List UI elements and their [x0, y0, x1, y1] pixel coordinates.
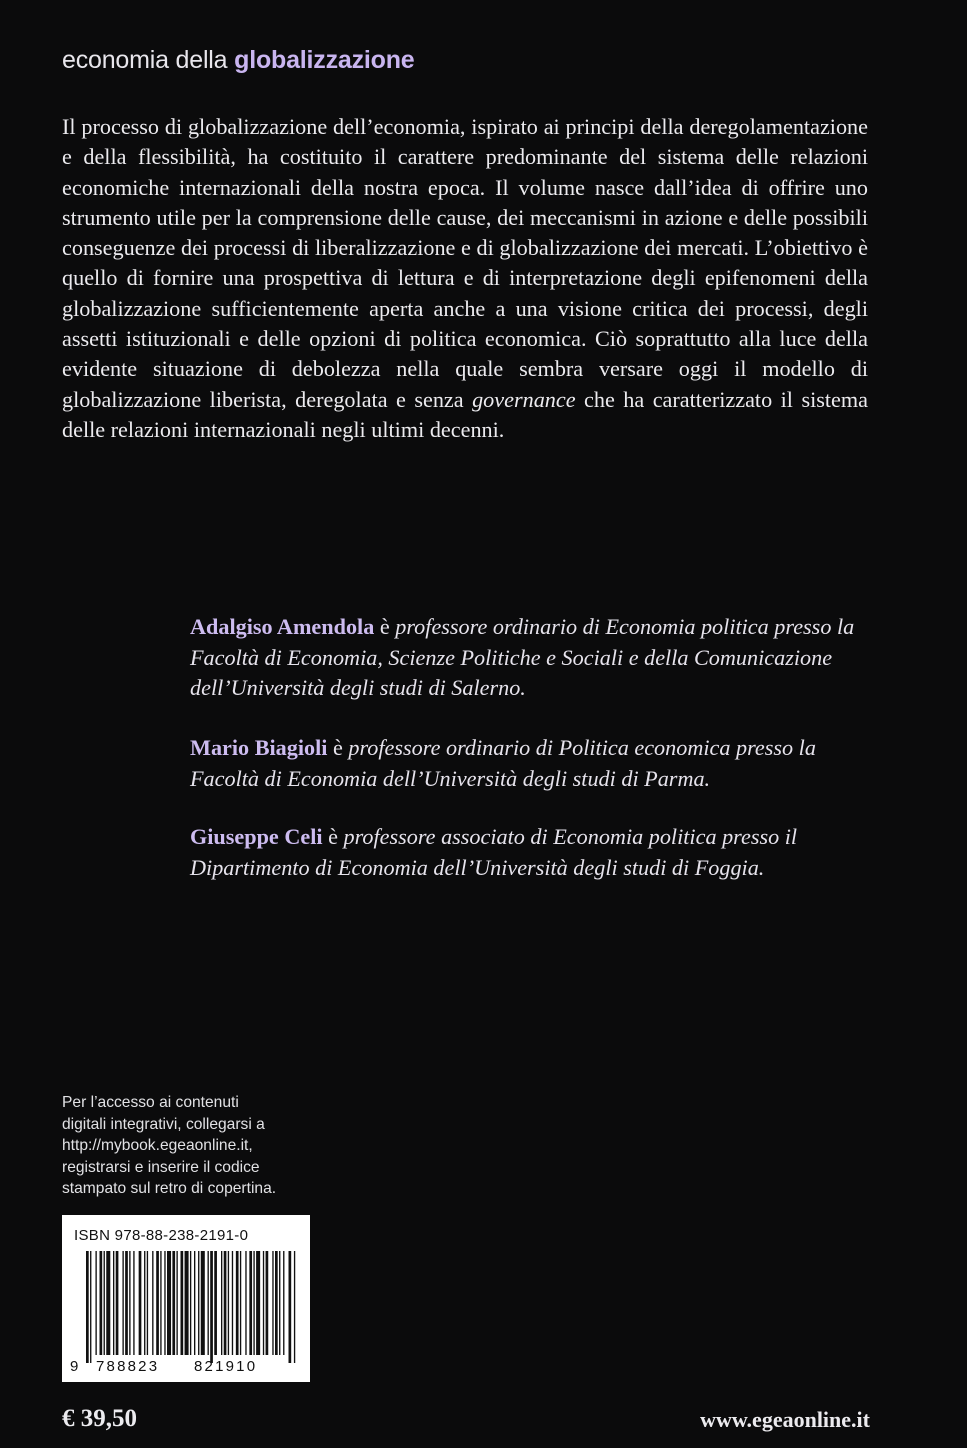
barcode-bar — [210, 1251, 213, 1363]
barcode-bar — [106, 1251, 110, 1355]
notice-line: registrarsi e inserire il codice — [62, 1158, 260, 1176]
barcode-bar — [214, 1251, 217, 1355]
barcode-bar — [256, 1251, 260, 1355]
barcode-bar — [198, 1251, 199, 1355]
author-verb: è — [322, 824, 344, 849]
barcode-bar — [133, 1251, 134, 1355]
barcode-bar — [156, 1251, 159, 1355]
author-description: professore associato di Economia politica presso il Dipartimento di Economia dell’Università degli studi di Foggia. — [190, 824, 798, 880]
barcode-bar — [164, 1251, 165, 1355]
author-name: Giuseppe Celi — [190, 824, 323, 849]
notice-line: stampato sul retro di copertina. — [62, 1180, 277, 1198]
barcode-bar — [283, 1251, 284, 1355]
barcode-bar — [266, 1251, 269, 1355]
author-verb: è — [374, 614, 396, 639]
barcode-bar — [113, 1251, 114, 1355]
barcode-bar — [224, 1251, 227, 1355]
isbn-label: ISBN 978-88-238-2191-0 — [74, 1227, 249, 1244]
barcode-bars — [62, 1215, 310, 1382]
barcode-bar — [228, 1251, 229, 1355]
barcode-bar — [95, 1251, 96, 1355]
barcode-bar — [144, 1251, 145, 1355]
author-bio-celi — [190, 822, 880, 883]
barcode-bar — [181, 1251, 184, 1355]
barcode-bar — [232, 1251, 233, 1355]
author-name: Mario Biagioli — [190, 735, 328, 760]
barcode-bar — [185, 1251, 189, 1355]
barcode-bar — [125, 1251, 128, 1355]
notice-line: digitali integrativi, collegarsi a — [62, 1115, 265, 1133]
series-prefix: economia della — [62, 46, 235, 74]
barcode-bar — [139, 1251, 142, 1355]
barcode-bar — [90, 1251, 91, 1363]
barcode-bar — [122, 1251, 123, 1355]
barcode-bar — [240, 1251, 241, 1355]
series-title — [62, 46, 414, 75]
barcode-bar — [279, 1251, 280, 1355]
author-name: Adalgiso Amendola — [190, 614, 375, 639]
price: € 39,50 — [62, 1405, 137, 1432]
barcode-digit-group-1: 788823 — [96, 1358, 160, 1375]
barcode-bar — [272, 1251, 273, 1355]
barcode-bar — [294, 1251, 295, 1363]
barcode-bar — [172, 1251, 175, 1355]
barcode-bar — [116, 1251, 119, 1355]
isbn-barcode — [62, 1215, 310, 1382]
barcode-bar — [152, 1251, 153, 1355]
blurb-text-1: Il processo di globalizzazione dell’economia, ispirato ai principi della deregolamentazione e della flessibilità, ha costituito il carattere predominante del sistema delle relazioni economiche internazionali della nostra epoca. Il volume nasce dall’idea di offrire uno strumento utile per la comprensione delle cause, dei meccanismi in azione e delle possibili conseguenze dei processi di liberalizzazione e di globalizzazione dei mercati. L’obiettivo è quello di fornire una prospettiva di lettura e di interpretazione degli epifenomeni della globalizzazione sufficientemente aperta anche a una visione critica dei processi, degli assetti istituzionali e delle opzioni di politica economica. Ciò soprattutto alla luce della evidente situazione di debolezza nella quale sembra versare oggi il modello di globalizzazione liberista, deregolata e senza — [62, 114, 868, 412]
publisher-website: www.egeaonline.it — [700, 1407, 870, 1432]
barcode-bar — [190, 1251, 191, 1355]
barcode-bar — [221, 1251, 222, 1355]
author-bio-biagioli — [190, 733, 880, 794]
digital-content-notice — [62, 1092, 322, 1200]
barcode-bar — [147, 1251, 148, 1355]
author-bio-amendola — [190, 612, 880, 704]
blurb-italic-term: governance — [472, 386, 576, 412]
barcode-bar — [236, 1251, 239, 1355]
barcode-bar — [129, 1251, 130, 1355]
barcode-bar — [263, 1251, 264, 1355]
series-highlight: globalizzazione — [234, 46, 415, 74]
notice-line: Per l’accesso ai contenuti — [62, 1094, 239, 1111]
author-verb: è — [327, 735, 349, 760]
barcode-bar — [275, 1251, 278, 1355]
notice-url-line: http://mybook.egeaonline.it, — [62, 1137, 253, 1155]
barcode-bar — [176, 1251, 177, 1355]
barcode-bar — [100, 1251, 103, 1355]
barcode-bar — [86, 1251, 89, 1363]
author-description: professore ordinario di Politica economica presso la Facoltà di Economia dell’Università degli studi di Parma. — [190, 735, 816, 791]
barcode-bar — [245, 1251, 246, 1355]
barcode-bar — [167, 1251, 171, 1355]
author-description: professore ordinario di Economia politica presso la Facoltà di Economia, Scienze Politiche e Sociali e della Comunicazione dell’Università degli studi di Salerno. — [190, 614, 855, 700]
barcode-digit-group-2: 821910 — [194, 1358, 258, 1375]
back-cover-blurb — [62, 112, 868, 445]
barcode-bar — [104, 1251, 105, 1355]
barcode-bar — [289, 1251, 292, 1363]
barcode-bar — [253, 1251, 254, 1355]
barcode-bar — [208, 1251, 209, 1355]
barcode-bar — [194, 1251, 195, 1355]
barcode-digit-first: 9 — [70, 1358, 81, 1375]
barcode-bar — [201, 1251, 205, 1355]
barcode-bar — [249, 1251, 252, 1355]
barcode-bar — [160, 1251, 161, 1355]
blurb-text-2: che ha caratterizzato il sistema delle relazioni internazionali negli ultimi decenni. — [62, 386, 868, 442]
